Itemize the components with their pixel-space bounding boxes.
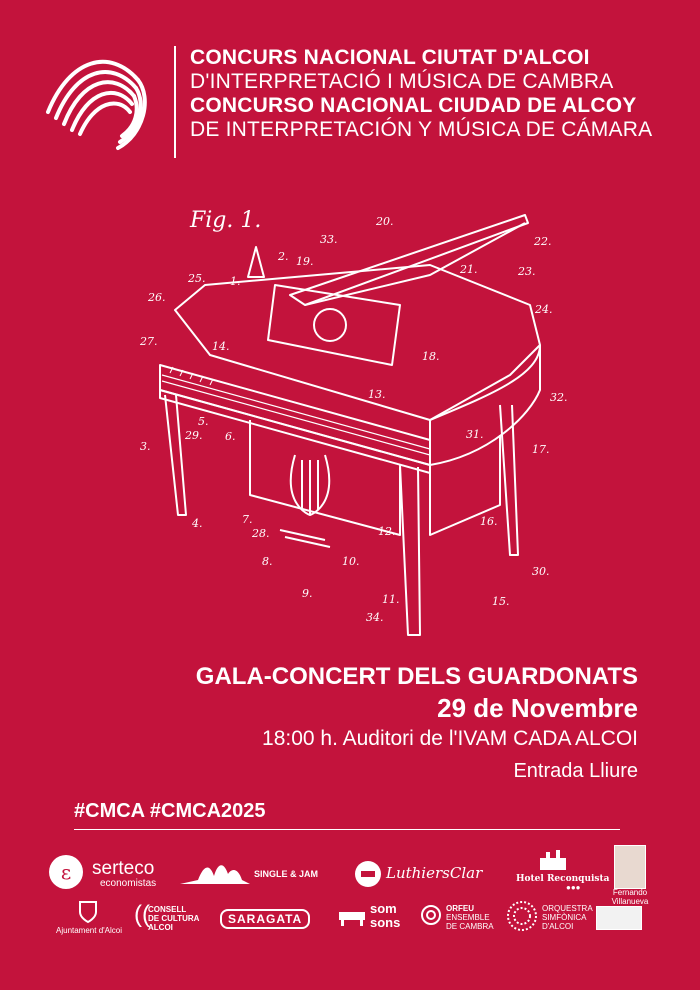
- event-info: [196, 662, 638, 788]
- consell-line-3: ALCOI: [148, 923, 173, 932]
- single-jam-logo-icon: [180, 858, 250, 886]
- callout-24: 24.: [535, 303, 553, 316]
- callout-1: 1.: [230, 275, 241, 288]
- luthiers-logo-icon: [354, 860, 382, 888]
- callout-28: 28.: [252, 527, 270, 540]
- callout-29: 29.: [185, 429, 203, 442]
- serteco-name: serteco: [92, 858, 155, 879]
- callout-13: 13.: [368, 388, 386, 401]
- ajuntament-text: Ajuntament d'Alcoi: [56, 926, 123, 935]
- callout-20: 20.: [376, 215, 394, 228]
- event-date: 29 de Novembre: [437, 693, 638, 723]
- callout-7: 7.: [242, 513, 253, 526]
- orquestra-logo-icon: [506, 900, 538, 932]
- header-divider: [174, 46, 176, 158]
- serteco-logo-icon: [48, 854, 84, 890]
- callout-5: 5.: [198, 415, 209, 428]
- somsons-line-2: sons: [370, 915, 401, 930]
- callout-6: 6.: [225, 430, 236, 443]
- callout-16: 16.: [480, 515, 498, 528]
- somsons-piano-icon: [338, 906, 366, 926]
- callout-15: 15.: [492, 595, 510, 608]
- callout-25: 25.: [188, 272, 206, 285]
- orfeu-line-1: ORFEU: [446, 904, 474, 913]
- callout-17: 17.: [532, 443, 550, 456]
- callout-23: 23.: [518, 265, 536, 278]
- callout-18: 18.: [422, 350, 440, 363]
- orquestra-line-1: ORQUESTRA: [542, 904, 593, 913]
- subtitle-catalan: D'INTERPRETACIÓ I MÚSICA DE CAMBRA: [190, 70, 614, 93]
- event-time-venue: 18:00 h. Auditori de l'IVAM CADA ALCOI: [262, 727, 638, 750]
- subtitle-spanish: DE INTERPRETACIÓN Y MÚSICA DE CÁMARA: [190, 118, 653, 141]
- orfeu-line-3: DE CAMBRA: [446, 922, 494, 931]
- title-catalan: CONCURS NACIONAL CIUTAT D'ALCOI: [190, 46, 590, 69]
- callout-19: 19.: [296, 255, 314, 268]
- orquestra-line-3: D'ALCOI: [542, 922, 574, 931]
- hashtags: #CMCA #CMCA2025: [74, 800, 266, 822]
- consell-line-2: DE CULTURA: [148, 914, 200, 923]
- somsons-line-1: som: [370, 901, 397, 916]
- callout-4: 4.: [192, 517, 203, 530]
- orquestra-line-2: SIMFÒNICA: [542, 913, 587, 922]
- hotel-logo-icon: [538, 848, 568, 870]
- ajuntament-shield-icon: [78, 900, 98, 924]
- orfeu-logo-icon: [420, 904, 442, 926]
- header: [40, 38, 670, 168]
- consell-line-1: CONSELL: [148, 905, 187, 914]
- contest-logo-icon: [40, 38, 160, 158]
- callout-2: 2.: [278, 250, 289, 263]
- callout-12: 12.: [378, 525, 396, 538]
- callout-30: 30.: [532, 565, 550, 578]
- callout-33: 33.: [320, 233, 338, 246]
- callout-27: 27.: [140, 335, 158, 348]
- consell-logo-icon: ((: [134, 901, 150, 928]
- title-spanish: CONCURSO NACIONAL CIUDAD DE ALCOY: [190, 94, 637, 117]
- hotel-stars-icon: ●●●: [566, 883, 581, 892]
- callout-32: 32.: [550, 391, 568, 404]
- callout-34: 34.: [366, 611, 384, 624]
- event-title: GALA-CONCERT DELS GUARDONATS: [195, 663, 638, 690]
- callout-11: 11.: [382, 593, 400, 606]
- callout-21: 21.: [460, 263, 478, 276]
- piano-illustration: [130, 205, 580, 645]
- orfeu-line-2: ENSEMBLE: [446, 913, 490, 922]
- callout-10: 10.: [342, 555, 360, 568]
- fernando-logo-icon: [614, 845, 646, 889]
- footer-divider: [74, 829, 620, 830]
- callout-31: 31.: [466, 428, 484, 441]
- ticket-sponsor-logo-icon: [596, 906, 642, 930]
- header-titles: [190, 46, 652, 142]
- serteco-sub: economistas: [100, 878, 157, 889]
- event-entry: Entrada Lliure: [513, 760, 638, 782]
- callout-3: 3.: [140, 440, 151, 453]
- fernando-text: Fernando Villanueva: [611, 888, 649, 906]
- saragata-text: SARAGATA: [220, 909, 310, 929]
- callout-14: 14.: [212, 340, 230, 353]
- callout-9: 9.: [302, 587, 313, 600]
- single-jam-text: SINGLE & JAM: [254, 869, 319, 879]
- callout-8: 8.: [262, 555, 273, 568]
- luthiers-text: LuthiersClar: [386, 864, 483, 882]
- svg-text:ε: ε: [60, 860, 72, 884]
- fig-label: Fig. 1.: [190, 208, 262, 233]
- hotel-text: Hotel Reconquista: [516, 874, 610, 884]
- callout-26: 26.: [148, 291, 166, 304]
- callout-22: 22.: [534, 235, 552, 248]
